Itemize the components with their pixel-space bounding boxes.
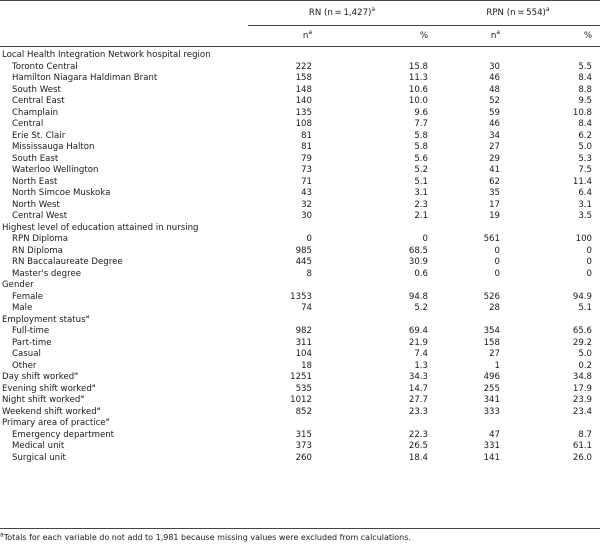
rn-pct-cell: 94.8	[408, 291, 428, 302]
rpn-pct-cell: 0	[586, 257, 593, 267]
row-label: Erie St. Clair	[12, 130, 66, 141]
rn-n-cell	[248, 223, 318, 235]
rpn-n-cell: 62	[489, 176, 500, 187]
table-row	[0, 257, 600, 269]
rn-pct-cell: 5.8	[414, 142, 428, 152]
section-header-row	[0, 223, 600, 235]
table-row	[0, 85, 600, 97]
row-label: Champlain	[12, 107, 59, 118]
table-row	[0, 62, 600, 74]
section-title: Primary area of practice$^a$	[2, 418, 110, 428]
rpn-n-cell: 34	[489, 130, 500, 141]
rpn-n-cell: 19	[489, 211, 500, 221]
table-body	[0, 47, 600, 465]
rpn-pct-cell	[506, 418, 600, 430]
rpn-pct-cell: 6.2	[578, 130, 593, 141]
rn-pct-cell	[318, 47, 436, 62]
table-row	[0, 292, 600, 304]
rpn-n-cell	[436, 315, 506, 327]
table-row	[0, 441, 600, 453]
rpn-n-cell	[436, 280, 506, 292]
section-title: Employment status$^a$	[2, 314, 90, 325]
row-label: RN Diploma	[12, 245, 63, 256]
table-row	[0, 453, 600, 465]
table-row	[0, 211, 600, 223]
rn-group-header: RN (n = 1,427)$^a$	[248, 1, 436, 26]
rpn-pct-cell: 11.4	[572, 176, 593, 187]
section-title: Local Health Integration Network hospital region	[2, 50, 211, 60]
rpn-n-cell: 331	[483, 441, 500, 451]
rpn-pct-cell: 5.3	[578, 153, 593, 164]
rn-n-cell: 445	[295, 257, 312, 267]
row-label: North Simcoe Muskoka	[12, 188, 111, 198]
rn-pct-cell: 14.7	[408, 383, 428, 394]
row-label: Hamilton Niagara Haldiman Brant	[12, 73, 158, 83]
rpn-n-header: $n^a$	[436, 26, 506, 47]
rn-pct-cell: 27.7	[408, 395, 428, 405]
row-label: South East	[12, 153, 59, 164]
group-header-row	[0, 1, 600, 26]
rpn-pct-cell: 5.0	[578, 349, 593, 359]
section-title: Night shift worked$^a$	[2, 395, 85, 405]
rpn-pct-header: %	[506, 26, 600, 47]
rpn-n-cell: 561	[483, 234, 500, 244]
table-row	[0, 349, 600, 361]
table-row	[0, 269, 600, 281]
rn-pct-cell: 21.9	[408, 337, 428, 348]
rn-n-cell: 158	[295, 73, 312, 83]
row-label: Full-time	[12, 326, 50, 336]
row-label: North West	[12, 199, 60, 210]
section-header-row	[0, 384, 600, 396]
rn-n-cell: 81	[301, 130, 312, 141]
rn-pct-cell: 10.0	[408, 96, 428, 106]
rn-n-cell: 8	[306, 268, 312, 279]
table-row	[0, 234, 600, 246]
row-label: Emergency department	[12, 429, 115, 440]
table-row	[0, 338, 600, 350]
section-title: Evening shift worked$^a$	[2, 383, 96, 394]
row-label: Central East	[12, 96, 65, 106]
rn-n-cell: 73	[301, 165, 312, 175]
rn-pct-cell: 5.2	[414, 165, 428, 175]
rn-pct-cell: 11.3	[408, 73, 428, 83]
row-label: Surgical unit	[12, 452, 66, 463]
rn-pct-cell: 15.8	[408, 61, 428, 72]
rpn-pct-cell: 5.0	[578, 142, 593, 152]
rn-n-cell	[248, 418, 318, 430]
rpn-pct-cell: 61.1	[572, 441, 593, 451]
section-title: Gender	[2, 280, 34, 290]
section-title: Highest level of education attained in nursing	[2, 222, 199, 233]
rpn-pct-cell: 29.2	[572, 337, 593, 348]
section-header-row	[0, 280, 600, 292]
rn-n-cell: 135	[295, 107, 312, 118]
rn-n-cell: 71	[301, 176, 312, 187]
rpn-n-cell: 52	[489, 96, 500, 106]
rpn-pct-cell	[506, 280, 600, 292]
rpn-n-cell: 46	[489, 73, 500, 83]
blank-header-cell	[0, 1, 248, 26]
rpn-n-cell: 0	[494, 245, 500, 256]
rn-pct-cell: 22.3	[408, 429, 428, 440]
footnote: $^a$Totals for each variable do not add to 1,981 because missing values were excluded from calculations.	[0, 531, 411, 542]
rn-pct-cell: 23.3	[408, 406, 428, 417]
rpn-n-cell: 48	[489, 84, 500, 95]
table-row	[0, 303, 600, 315]
section-title: Day shift worked$^a$	[2, 372, 78, 382]
rpn-pct-cell: 65.6	[572, 326, 593, 336]
sub-header-row	[0, 26, 600, 47]
rpn-n-cell: 41	[489, 165, 500, 175]
rpn-pct-cell: 26.0	[572, 452, 593, 463]
row-label: Mississauga Halton	[12, 142, 95, 152]
rpn-n-cell: 496	[483, 372, 500, 382]
rn-pct-cell: 5.8	[414, 130, 428, 141]
rn-n-cell: 140	[295, 96, 312, 106]
table-row	[0, 200, 600, 212]
row-label: RPN Diploma	[12, 234, 69, 244]
row-label: North East	[12, 176, 58, 187]
rpn-n-cell: 255	[483, 383, 500, 394]
rpn-pct-cell	[506, 315, 600, 327]
rn-n-cell: 1012	[290, 395, 312, 405]
rpn-n-cell: 35	[489, 188, 500, 198]
rn-n-cell: 108	[295, 119, 312, 129]
rn-pct-cell: 5.1	[414, 176, 428, 187]
rn-n-cell: 311	[295, 337, 312, 348]
rn-n-cell: 985	[295, 245, 312, 256]
rn-pct-cell: 26.5	[408, 441, 428, 451]
rn-pct-cell: 18.4	[408, 452, 428, 463]
rpn-n-cell: 0	[494, 268, 500, 279]
table-row	[0, 108, 600, 120]
rpn-n-cell: 30	[489, 61, 500, 72]
rpn-n-cell	[436, 223, 506, 235]
rn-n-cell: 79	[301, 153, 312, 164]
rpn-pct-cell: 100	[575, 234, 593, 244]
rn-pct-cell: 0	[422, 234, 428, 244]
rn-n-cell: 81	[301, 142, 312, 152]
section-header-row	[0, 47, 600, 62]
row-label: Part-time	[12, 337, 52, 348]
section-title: Weekend shift worked$^a$	[2, 406, 101, 417]
rn-n-cell: 535	[295, 383, 312, 394]
table-row	[0, 177, 600, 189]
rpn-pct-cell: 7.5	[578, 165, 593, 175]
table-row	[0, 73, 600, 85]
row-label: Medical unit	[12, 441, 65, 451]
rpn-n-cell: 29	[489, 153, 500, 164]
rn-n-cell: 315	[295, 429, 312, 440]
rn-n-cell: 18	[301, 360, 312, 371]
rn-pct-cell: 2.3	[414, 199, 428, 210]
rpn-pct-cell	[506, 223, 600, 235]
rpn-pct-cell: 8.4	[578, 119, 593, 129]
rpn-n-cell: 354	[483, 326, 500, 336]
rn-n-cell: 982	[295, 326, 312, 336]
rpn-pct-cell: 0.2	[578, 360, 593, 371]
row-label: Casual	[12, 349, 41, 359]
row-label: Male	[12, 303, 33, 313]
rn-pct-cell: 3.1	[414, 188, 428, 198]
rn-n-cell	[248, 280, 318, 292]
row-label: RN Baccalaureate Degree	[12, 257, 123, 267]
rn-pct-cell: 34.3	[408, 372, 428, 382]
table-row	[0, 326, 600, 338]
rpn-n-cell: 59	[489, 107, 500, 118]
table-row	[0, 131, 600, 143]
table-row	[0, 361, 600, 373]
table-row	[0, 430, 600, 442]
row-label: Toronto Central	[12, 61, 78, 72]
rpn-n-cell: 17	[489, 199, 500, 210]
rn-n-cell: 0	[306, 234, 312, 244]
row-label: Waterloo Wellington	[12, 165, 99, 175]
rpn-n-cell: 526	[483, 291, 500, 302]
rpn-pct-cell: 0	[586, 245, 593, 256]
rn-pct-cell	[318, 223, 436, 235]
rn-pct-cell: 9.6	[414, 107, 428, 118]
rn-n-cell: 852	[295, 406, 312, 417]
table-row	[0, 96, 600, 108]
rpn-pct-cell: 23.4	[572, 406, 593, 417]
rpn-n-cell: 158	[483, 337, 500, 348]
rpn-pct-cell: 10.8	[572, 107, 593, 118]
row-label: Master's degree	[12, 268, 82, 279]
row-label: Other	[12, 360, 37, 371]
section-header-row	[0, 407, 600, 419]
table-row	[0, 165, 600, 177]
rpn-pct-cell: 8.7	[578, 429, 593, 440]
rpn-n-cell	[436, 47, 506, 62]
rn-n-cell: 32	[301, 199, 312, 210]
rpn-n-cell	[436, 418, 506, 430]
rpn-group-header: RPN (n = 554)$^a$	[436, 1, 600, 26]
row-label: Central	[12, 119, 44, 129]
rn-n-cell: 1251	[290, 372, 312, 382]
blank-subheader-cell	[0, 26, 248, 47]
rn-n-cell: 30	[301, 211, 312, 221]
rpn-n-cell: 46	[489, 119, 500, 129]
rn-n-cell: 104	[295, 349, 312, 359]
rn-n-cell: 74	[301, 303, 312, 313]
table-row	[0, 188, 600, 200]
rn-n-cell	[248, 47, 318, 62]
table-row	[0, 246, 600, 258]
rpn-pct-cell: 3.5	[578, 211, 593, 221]
row-label: Female	[12, 291, 44, 302]
rpn-n-cell: 28	[489, 303, 500, 313]
rpn-pct-cell: 8.8	[578, 84, 593, 95]
rpn-pct-cell: 34.8	[572, 372, 593, 382]
rn-n-cell: 43	[301, 188, 312, 198]
rn-pct-cell	[318, 280, 436, 292]
rpn-pct-cell: 3.1	[578, 199, 593, 210]
rpn-n-cell: 27	[489, 349, 500, 359]
rn-pct-cell: 68.5	[408, 245, 428, 256]
rn-pct-cell: 7.4	[414, 349, 428, 359]
rpn-pct-cell: 23.9	[572, 395, 593, 405]
rpn-pct-cell: 94.9	[572, 291, 593, 302]
section-header-row	[0, 315, 600, 327]
rn-n-cell: 222	[295, 61, 312, 72]
row-label: South West	[12, 84, 61, 95]
table-row	[0, 154, 600, 166]
rn-pct-cell: 5.6	[414, 153, 428, 164]
rpn-pct-cell: 17.9	[572, 383, 593, 394]
section-header-row	[0, 372, 600, 384]
rn-pct-cell: 69.4	[408, 326, 428, 336]
rpn-pct-cell: 6.4	[578, 188, 593, 198]
rn-pct-cell: 30.9	[408, 257, 428, 267]
rpn-pct-cell: 9.5	[578, 96, 593, 106]
rn-pct-cell: 5.2	[414, 303, 428, 313]
rpn-pct-cell: 5.1	[578, 303, 593, 313]
rpn-n-cell: 27	[489, 142, 500, 152]
table-row	[0, 142, 600, 154]
rpn-pct-cell: 0	[586, 268, 593, 279]
rn-n-cell: 148	[295, 84, 312, 95]
rpn-pct-cell	[506, 47, 600, 62]
rpn-n-cell: 0	[494, 257, 500, 267]
rn-n-cell: 373	[295, 441, 312, 451]
rpn-n-cell: 333	[483, 406, 500, 417]
rn-n-cell	[248, 315, 318, 327]
rpn-pct-cell: 5.5	[578, 61, 593, 72]
rn-n-cell: 1353	[290, 291, 312, 302]
section-header-row	[0, 418, 600, 430]
rn-pct-cell: 2.1	[414, 211, 428, 221]
section-header-row	[0, 395, 600, 407]
rn-n-cell: 260	[295, 452, 312, 463]
rn-pct-cell: 7.7	[414, 119, 428, 129]
rpn-n-cell: 341	[483, 395, 500, 405]
rn-pct-cell: 10.6	[408, 84, 428, 95]
bottom-rule	[0, 528, 600, 529]
rn-pct-cell	[318, 315, 436, 327]
rpn-pct-cell: 8.4	[578, 73, 593, 83]
rn-pct-cell: 1.3	[414, 360, 428, 371]
table-row	[0, 119, 600, 131]
rn-pct-header: %	[318, 26, 436, 47]
rpn-n-cell: 141	[483, 452, 500, 463]
rpn-n-cell: 47	[489, 429, 500, 440]
rn-pct-cell	[318, 418, 436, 430]
row-label: Central West	[12, 211, 68, 221]
rpn-n-cell: 1	[494, 360, 500, 371]
rn-pct-cell: 0.6	[414, 268, 428, 279]
rn-n-header: $n^a$	[248, 26, 318, 47]
